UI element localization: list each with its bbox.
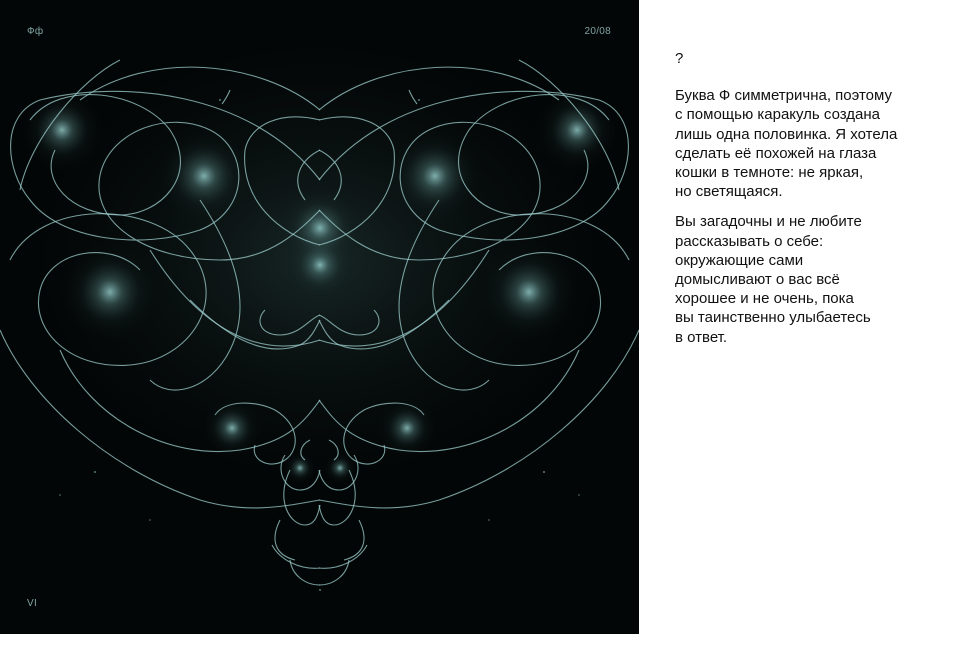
text-line: с помощью каракуль создана [675, 106, 881, 124]
text-line: в ответ. [675, 328, 728, 346]
text-line: сделать её похожей на глаза [675, 144, 877, 162]
text-line: но светящаяся. [675, 183, 783, 201]
text-line: рассказывать о себе: [675, 232, 824, 250]
question-mark: ? [675, 50, 684, 67]
text-line: вы таинственно улыбаетесь [675, 309, 871, 327]
roman-numeral-label: VI [27, 598, 38, 609]
description-column [675, 49, 945, 358]
letter-label: Фф [27, 26, 44, 37]
text-line: окружающие сами [675, 251, 804, 269]
text-line: кошки в темноте: не яркая, [675, 164, 864, 182]
text-line: лишь одна половинка. Я хотела [675, 125, 898, 143]
text-line: хорошее и не очень, пока [675, 290, 854, 308]
text-line: домысливают о вас всё [675, 271, 840, 289]
text-line: Вы загадочны и не любите [675, 213, 862, 231]
text-line: Буква Ф симметрична, поэтому [675, 87, 892, 105]
date-label: 20/08 [584, 26, 611, 37]
paragraph-letter-description [675, 86, 945, 201]
paragraph-personality [675, 212, 945, 346]
